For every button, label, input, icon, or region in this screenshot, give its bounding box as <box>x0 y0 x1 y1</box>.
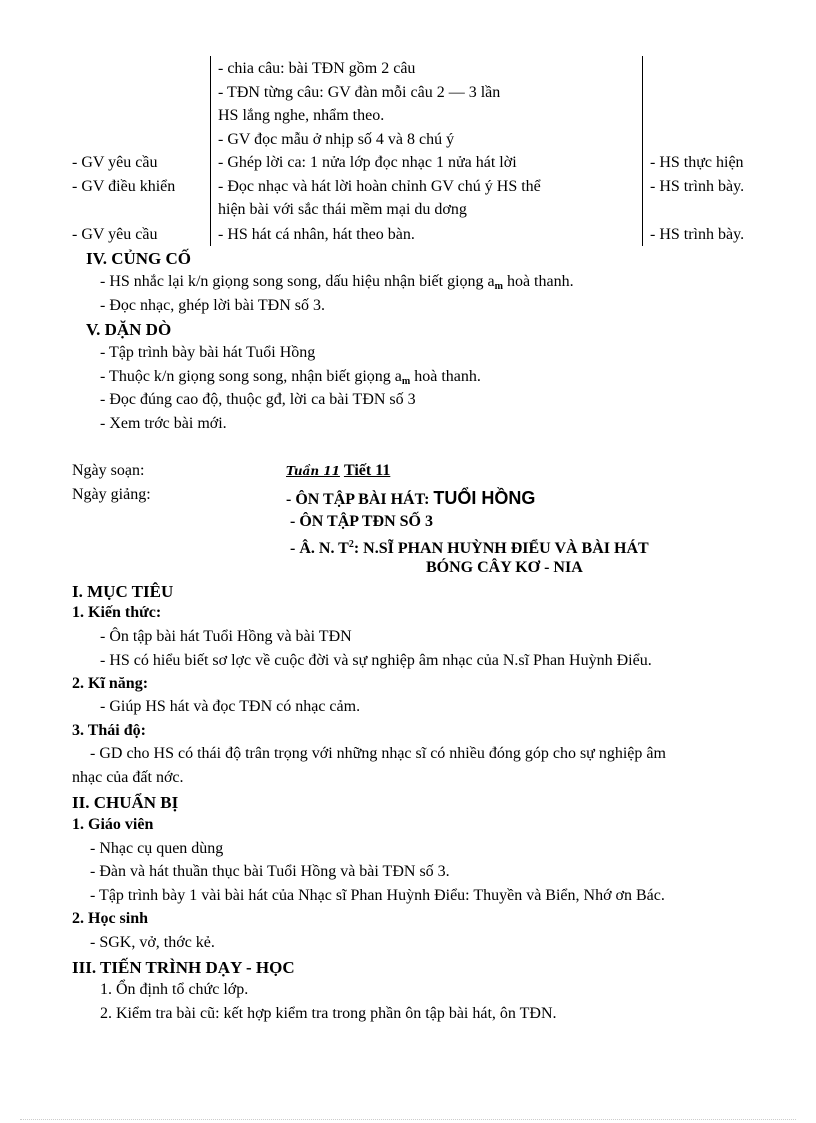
ki-nang-line: - Giúp HS hát và đọc TĐN có nhạc cảm. <box>100 698 361 715</box>
section-title-dan-do: V. DẶN DÒ <box>86 320 172 339</box>
table-middle-line: - TĐN từng câu: GV đàn mỗi câu 2 — 3 lần <box>218 84 501 101</box>
lesson-title-3-prefix: - Â. N. T <box>290 540 349 557</box>
week-label: Tuần 11 <box>286 464 340 478</box>
lesson-title-4: BÓNG CÂY KƠ - NIA <box>426 559 583 576</box>
superscript-2: 2 <box>348 539 354 550</box>
table-right-cell: - HS trình bày. <box>650 178 745 195</box>
table-left-cell: - GV yêu cầu <box>72 154 158 171</box>
dan-do-line: - Tập trình bày bài hát Tuổi Hồng <box>100 344 316 361</box>
table-left-cell: - GV điều khiển <box>72 178 176 195</box>
week-period <box>286 461 390 481</box>
dan-do-line: - Xem trớc bài mới. <box>100 415 227 432</box>
kien-thuc-line: - HS có hiểu biết sơ lợc về cuộc đời và sự nghiệp âm nhạc của N.sĩ Phan Huỳnh Điểu. <box>100 652 652 669</box>
table-middle-line: - chia câu: bài TĐN gồm 2 câu <box>218 60 416 77</box>
dan-do-line <box>100 367 481 392</box>
ngay-soan-label: Ngày soạn: <box>72 462 145 479</box>
dan-do-line-text: - Thuộc k/n giọng song song, nhận biết giọng a <box>100 368 402 385</box>
section-title-tien-trinh: III. TIẾN TRÌNH DẠY - HỌC <box>72 958 295 977</box>
page-bottom-border <box>20 1119 796 1120</box>
table-middle-line: - GV đọc mẫu ở nhịp số 4 và 8 chú ý <box>218 131 455 148</box>
heading-thai-do: 3. Thái độ: <box>72 722 146 739</box>
table-middle-line: - HS hát cá nhân, hát theo bàn. <box>218 226 415 243</box>
cung-co-line-end: hoà thanh. <box>502 273 574 290</box>
heading-kien-thuc: 1. Kiến thức: <box>72 604 162 621</box>
kien-thuc-line: - Ôn tập bài hát Tuổi Hồng và bài TĐN <box>100 628 352 645</box>
thai-do-line: nhạc của đất nớc. <box>72 769 184 786</box>
subscript-m: m <box>401 376 411 387</box>
lesson-title-3 <box>290 535 649 559</box>
heading-hoc-sinh: 2. Học sinh <box>72 910 149 927</box>
table-divider-right <box>642 56 643 246</box>
ngay-giang-label: Ngày giảng: <box>72 486 151 503</box>
tien-trinh-line: 1. Ổn định tổ chức lớp. <box>100 981 249 998</box>
section-title-chuan-bi: II. CHUẨN BỊ <box>72 793 179 812</box>
table-middle-line: - Ghép lời ca: 1 nửa lớp đọc nhạc 1 nửa hát lời <box>218 154 517 171</box>
lesson-title-1-prefix: - ÔN TẬP BÀI HÁT: <box>286 491 430 508</box>
heading-giao-vien: 1. Giáo viên <box>72 816 154 833</box>
cung-co-line <box>100 272 574 297</box>
giao-vien-line: - Nhạc cụ quen dùng <box>90 840 224 857</box>
table-middle-line: hiện bài với sắc thái mềm mại du dơng <box>218 201 467 218</box>
table-left-cell: - GV yêu cầu <box>72 226 158 243</box>
dan-do-line-end: hoà thanh. <box>410 368 481 385</box>
table-right-cell: - HS trình bày. <box>650 226 745 243</box>
heading-ki-nang: 2. Kĩ năng: <box>72 675 149 692</box>
cung-co-line-text: - HS nhắc lại k/n giọng song song, dấu hiệu nhận biết giọng a <box>100 273 495 290</box>
lesson-title-1 <box>286 488 535 510</box>
hoc-sinh-line: - SGK, vở, thớc kẻ. <box>90 934 215 951</box>
song-title: TUỔI HỒNG <box>433 488 536 508</box>
subscript-m: m <box>494 281 503 292</box>
cung-co-line: - Đọc nhạc, ghép lời bài TĐN số 3. <box>100 297 326 314</box>
giao-vien-line: - Đàn và hát thuần thục bài Tuổi Hồng và bài TĐN số 3. <box>90 863 450 880</box>
section-title-cung-co: IV. CỦNG CỐ <box>86 249 192 268</box>
thai-do-line: - GD cho HS có thái độ trân trọng với những nhạc sĩ có nhiều đóng góp cho sự nghiệp âm <box>90 745 666 762</box>
table-divider-left <box>210 56 211 246</box>
period-label: Tiết 11 <box>343 462 391 479</box>
lesson-title-2: - ÔN TẬP TĐN SỐ 3 <box>290 513 433 530</box>
table-middle-line: - Đọc nhạc và hát lời hoàn chỉnh GV chú ý HS thể <box>218 178 541 195</box>
table-middle-line: HS lắng nghe, nhẩm theo. <box>218 107 385 124</box>
dan-do-line: - Đọc đúng cao độ, thuộc gđ, lời ca bài TĐN số 3 <box>100 391 416 408</box>
section-title-muc-tieu: I. MỤC TIÊU <box>72 582 174 601</box>
table-right-cell: - HS thực hiện <box>650 154 744 171</box>
tien-trinh-line: 2. Kiểm tra bài cũ: kết hợp kiểm tra trong phần ôn tập bài hát, ôn TĐN. <box>100 1005 557 1022</box>
lesson-title-3-rest: : N.SĨ PHAN HUỲNH ĐIỂU VÀ BÀI HÁT <box>353 540 649 557</box>
giao-vien-line: - Tập trình bày 1 vài bài hát của Nhạc sĩ Phan Huỳnh Điểu: Thuyền và Biển, Nhớ ơn Bác. <box>90 887 665 904</box>
